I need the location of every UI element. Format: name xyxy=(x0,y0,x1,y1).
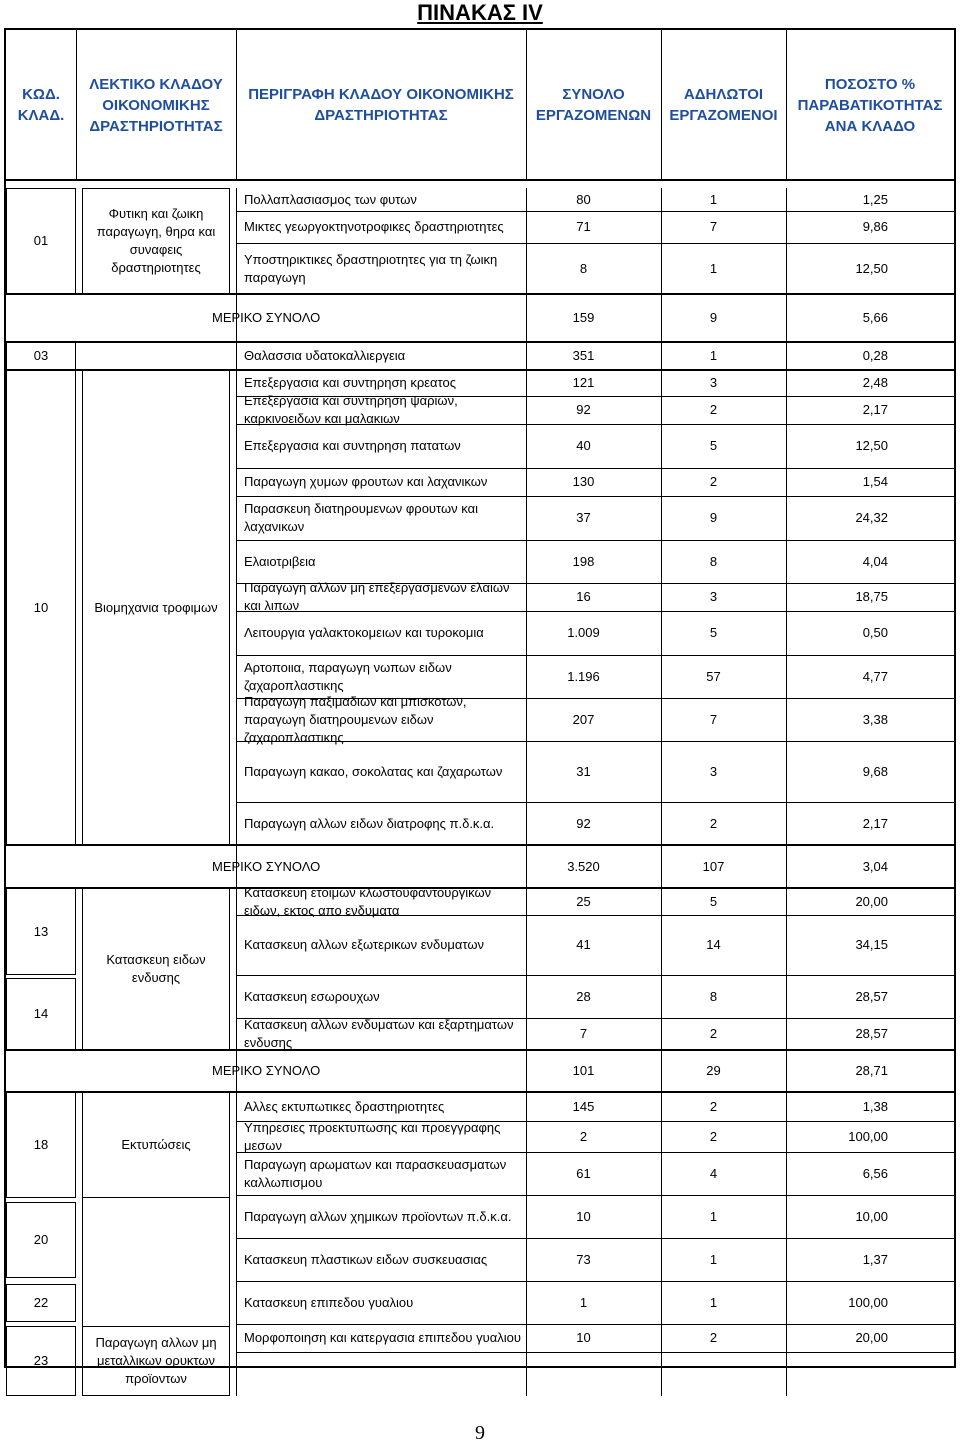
row-undeclared: 1 xyxy=(709,1251,718,1267)
row-divider xyxy=(236,211,954,212)
column-divider xyxy=(661,30,662,180)
row-total: 41 xyxy=(576,937,591,952)
row-divider xyxy=(236,342,954,343)
row-undeclared: 5 xyxy=(709,438,718,453)
row-undeclared: 3 xyxy=(709,589,718,604)
row-percent: 28,57 xyxy=(855,988,888,1004)
row-undeclared: 9 xyxy=(709,510,718,525)
row-undeclared: 2 xyxy=(709,1026,718,1041)
row-total: 92 xyxy=(576,815,591,831)
row-total: 28 xyxy=(576,988,591,1004)
row-undeclared: 8 xyxy=(709,988,718,1004)
row-description: Λειτουργια γαλακτοκομειων και τυροκομια xyxy=(244,625,484,640)
row-description: Ελαιοτριβεια xyxy=(244,553,316,569)
row-divider xyxy=(236,1324,954,1325)
row-percent: 18,75 xyxy=(855,589,888,604)
column-divider xyxy=(526,188,527,1396)
row-divider xyxy=(236,1281,954,1282)
row-undeclared: 57 xyxy=(706,668,721,684)
row-total: 61 xyxy=(576,1165,591,1181)
row-total: 130 xyxy=(572,474,595,489)
row-percent: 12,50 xyxy=(855,260,888,276)
row-divider xyxy=(236,243,954,244)
header-total: ΣΥΝΟΛΟ ΕΡΓΑΖΟΜΕΝΩΝ xyxy=(535,86,652,124)
sector-frame xyxy=(82,1092,230,1396)
row-description: Μικτες γεωργοκτηνοτροφικες δραστηριοτητες xyxy=(244,219,504,234)
row-percent: 28,57 xyxy=(855,1026,888,1041)
row-description: Παραγωγη χυμων φρουτων και λαχανικων xyxy=(244,474,488,489)
row-percent: 20,00 xyxy=(855,893,888,909)
row-divider xyxy=(236,1121,954,1122)
header-percent: ΠΟΣΟΣΤΟ % ΠΑΡΑΒΑΤΙΚΟΤΗΤΑΣ ΑΝΑ ΚΛΑΔΟ xyxy=(797,75,943,135)
subtotal-label: ΜΕΡΙΚΟ ΣΥΝΟΛΟ xyxy=(212,858,321,874)
data-table xyxy=(4,28,956,1386)
row-percent: 5,66 xyxy=(862,310,888,325)
row-total: 8 xyxy=(579,260,588,276)
header-description: ΠΕΡΙΓΡΑΦΗ ΚΛΑΔΟΥ ΟΙΚΟΝΟΜΙΚΗΣ ΔΡΑΣΤΗΡΙΟΤΗΤΑΣ xyxy=(248,86,514,124)
row-description: Επεξεργασια και συντηρηση κρεατος xyxy=(244,375,456,390)
row-undeclared: 2 xyxy=(709,1128,718,1144)
row-description: Πολλαπλασιασμος των φυτων xyxy=(244,191,417,207)
row-divider xyxy=(236,1152,954,1153)
subtotal-label: ΜΕΡΙΚΟ ΣΥΝΟΛΟ xyxy=(212,310,321,325)
row-divider xyxy=(236,741,954,742)
row-percent: 1,38 xyxy=(862,1098,888,1114)
row-description: Παρασκευη διατηρουμενων φρουτων και λαχανικων xyxy=(244,501,478,534)
row-percent: 2,17 xyxy=(862,815,888,831)
row-total: 198 xyxy=(572,553,595,569)
row-total: 71 xyxy=(576,219,591,234)
row-description: Παραγωγη παξιμαδιων και μπισκοτων, παραγωγη διατηρουμενων ειδων ζαχαροπλαστικης xyxy=(244,693,467,745)
column-divider xyxy=(236,30,237,180)
code-cell: 20 xyxy=(6,1202,76,1278)
row-total: 1.196 xyxy=(567,668,600,684)
row-percent: 4,04 xyxy=(862,553,888,569)
row-divider xyxy=(236,496,954,497)
code-cell: 18 xyxy=(6,1092,76,1198)
row-description: Κατασκευη επιπεδου γυαλιου xyxy=(244,1294,414,1310)
row-description: Μορφοποιηση και κατεργασια επιπεδου γυαλιου xyxy=(244,1330,521,1345)
row-total: 1 xyxy=(579,1294,588,1310)
row-total: 7 xyxy=(579,1026,588,1041)
row-percent: 9,86 xyxy=(862,219,888,234)
row-divider xyxy=(236,1195,954,1196)
row-description: Επεξεργασια και συντηρηση πατατων xyxy=(244,438,461,453)
row-percent: 100,00 xyxy=(848,1128,888,1144)
row-undeclared: 5 xyxy=(709,625,718,640)
row-divider xyxy=(236,1018,954,1019)
row-total: 80 xyxy=(576,191,591,207)
row-undeclared: 3 xyxy=(709,375,718,390)
row-divider xyxy=(236,540,954,541)
row-description: Κατασκευη ετοιμων κλωστοϋφαντουργικων ειδων, εκτος απο ενδυματα xyxy=(244,884,492,918)
row-percent: 1,25 xyxy=(862,191,888,207)
code-cell: 10 xyxy=(6,370,76,845)
row-percent: 34,15 xyxy=(855,937,888,952)
row-undeclared: 4 xyxy=(709,1165,718,1181)
code-cell: 01 xyxy=(6,188,76,294)
row-total: 73 xyxy=(576,1251,591,1267)
subtotal-label: ΜΕΡΙΚΟ ΣΥΝΟΛΟ xyxy=(212,1063,321,1078)
row-total: 37 xyxy=(576,510,591,525)
row-undeclared: 9 xyxy=(709,310,718,325)
row-divider xyxy=(236,915,954,916)
row-total: 92 xyxy=(576,402,591,417)
row-undeclared: 2 xyxy=(709,815,718,831)
page-title: ΠΙΝΑΚΑΣ IV xyxy=(417,0,543,25)
row-description: Παραγωγη αλλων ειδων διατροφης π.δ.κ.α. xyxy=(244,815,495,831)
row-percent: 12,50 xyxy=(855,438,888,453)
row-undeclared: 3 xyxy=(709,763,718,779)
column-divider xyxy=(236,188,237,1396)
row-undeclared: 1 xyxy=(709,260,718,276)
row-undeclared: 14 xyxy=(706,937,721,952)
row-divider xyxy=(236,975,954,976)
column-divider xyxy=(786,188,787,1396)
sector-cell: Κατασκευη ειδων ενδυσης xyxy=(82,888,230,1050)
sector-cell: Εκτυπώσεις xyxy=(82,1092,230,1198)
row-description: Κατασκευη αλλων εξωτερικων ενδυματων xyxy=(244,937,484,952)
row-divider xyxy=(236,424,954,425)
row-total: 351 xyxy=(572,348,595,363)
row-percent: 3,38 xyxy=(862,711,888,727)
row-description: Υπηρεσιες προεκτυπωσης και προεγγραφης μεσων xyxy=(244,1119,501,1153)
sector-cell: Φυτικη και ζωικη παραγωγη, θηρα και συναφεις δραστηριοτητες xyxy=(82,188,230,294)
row-undeclared: 107 xyxy=(702,858,725,874)
row-undeclared: 5 xyxy=(709,893,718,909)
column-divider xyxy=(661,188,662,1396)
row-percent: 1,54 xyxy=(862,474,888,489)
page-number: 9 xyxy=(475,1422,485,1444)
row-divider xyxy=(236,802,954,803)
code-cell: 03 xyxy=(6,342,76,370)
header-undeclared: ΑΔΗΛΩΤΟΙ ΕΡΓΑΖΟΜΕΝΟΙ xyxy=(669,86,778,124)
row-total: 3.520 xyxy=(567,858,600,874)
row-description: Επεξεργασια και συντηρηση ψαριων, καρκινοειδων και μαλακιων xyxy=(244,393,458,426)
row-description: Παραγωγη αλλων χημικων προϊοντων π.δ.κ.α. xyxy=(244,1208,512,1224)
row-divider xyxy=(236,468,954,469)
row-divider xyxy=(6,179,954,181)
row-percent: 28,71 xyxy=(855,1063,888,1078)
row-undeclared: 2 xyxy=(709,1330,718,1345)
row-percent: 100,00 xyxy=(848,1294,888,1310)
row-description: Αλλες εκτυπωτικες δραστηριοτητες xyxy=(244,1098,445,1114)
row-description: Κατασκευη εσωρουχων xyxy=(244,988,380,1004)
row-undeclared: 7 xyxy=(709,219,718,234)
sector-cell: Βιομηχανια τροφιμων xyxy=(82,370,230,845)
row-divider xyxy=(236,1238,954,1239)
row-undeclared: 1 xyxy=(709,1208,718,1224)
row-total: 121 xyxy=(572,375,595,390)
row-percent: 0,28 xyxy=(862,348,888,363)
row-undeclared: 2 xyxy=(709,1098,718,1114)
row-description: Παραγωγη αλλων μη επεξεργασμενων ελαιων και λιπων xyxy=(244,580,510,613)
row-percent: 20,00 xyxy=(855,1330,888,1345)
row-total: 16 xyxy=(576,589,591,604)
row-percent: 6,56 xyxy=(862,1165,888,1181)
row-total: 31 xyxy=(576,763,591,779)
code-cell: 13 xyxy=(6,888,76,975)
row-undeclared: 2 xyxy=(709,474,718,489)
row-total: 40 xyxy=(576,438,591,453)
row-total: 10 xyxy=(576,1330,591,1345)
row-total: 25 xyxy=(576,893,591,909)
row-total: 159 xyxy=(572,310,595,325)
row-description: Υποστηρικτικες δραστηριοτητες για τη ζωικη παραγωγη xyxy=(244,251,498,285)
row-undeclared: 8 xyxy=(709,553,718,569)
column-divider xyxy=(786,30,787,180)
row-undeclared: 1 xyxy=(709,348,718,363)
header-sector: ΛΕΚΤΙΚΟ ΚΛΑΔΟΥ ΟΙΚΟΝΟΜΙΚΗΣ ΔΡΑΣΤΗΡΙΟΤΗΤΑΣ xyxy=(89,75,223,135)
row-percent: 4,77 xyxy=(862,668,888,684)
row-description: Αρτοποιια, παραγωγη νωπων ειδων ζαχαροπλαστικης xyxy=(244,659,452,693)
row-divider xyxy=(236,611,954,612)
row-undeclared: 7 xyxy=(709,711,718,727)
column-divider xyxy=(526,30,527,180)
row-percent: 2,17 xyxy=(862,402,888,417)
row-percent: 3,04 xyxy=(862,858,888,874)
row-total: 207 xyxy=(572,711,595,727)
row-undeclared: 1 xyxy=(709,1294,718,1310)
row-percent: 2,48 xyxy=(862,375,888,390)
header-code: ΚΩΔ. ΚΛΑΔ. xyxy=(17,86,65,124)
row-percent: 1,37 xyxy=(862,1251,888,1267)
row-description: Κατασκευη αλλων ενδυματων και εξαρτηματων ενδυσης xyxy=(244,1017,514,1050)
row-undeclared: 1 xyxy=(709,191,718,207)
row-percent: 24,32 xyxy=(855,510,888,525)
row-percent: 10,00 xyxy=(855,1208,888,1224)
row-divider xyxy=(236,698,954,699)
code-cell: 22 xyxy=(6,1284,76,1322)
row-undeclared: 2 xyxy=(709,402,718,417)
row-total: 1.009 xyxy=(567,625,600,640)
row-total: 101 xyxy=(572,1063,595,1078)
row-percent: 0,50 xyxy=(862,625,888,640)
row-undeclared: 29 xyxy=(706,1063,721,1078)
row-divider xyxy=(236,396,954,397)
row-divider xyxy=(236,1352,954,1353)
row-percent: 9,68 xyxy=(862,763,888,779)
row-description: Κατασκευη πλαστικων ειδων συσκευασιας xyxy=(244,1251,488,1267)
row-total: 10 xyxy=(576,1208,591,1224)
row-description: Θαλασσια υδατοκαλλιεργεια xyxy=(244,348,406,363)
row-total: 2 xyxy=(579,1128,588,1144)
row-total: 145 xyxy=(572,1098,595,1114)
code-cell: 23 xyxy=(6,1326,76,1396)
row-description: Παραγωγη κακαο, σοκολατας και ζαχαρωτων xyxy=(244,763,503,779)
column-divider xyxy=(76,30,77,180)
row-divider xyxy=(236,655,954,656)
sector-cell: Παραγωγη αλλων μη μεταλλικων ορυκτων προϊοντων xyxy=(82,1326,230,1396)
row-divider xyxy=(236,583,954,584)
row-description: Παραγωγη αρωματων και παρασκευασματων καλλωπισμου xyxy=(244,1156,507,1190)
code-cell: 14 xyxy=(6,978,76,1050)
